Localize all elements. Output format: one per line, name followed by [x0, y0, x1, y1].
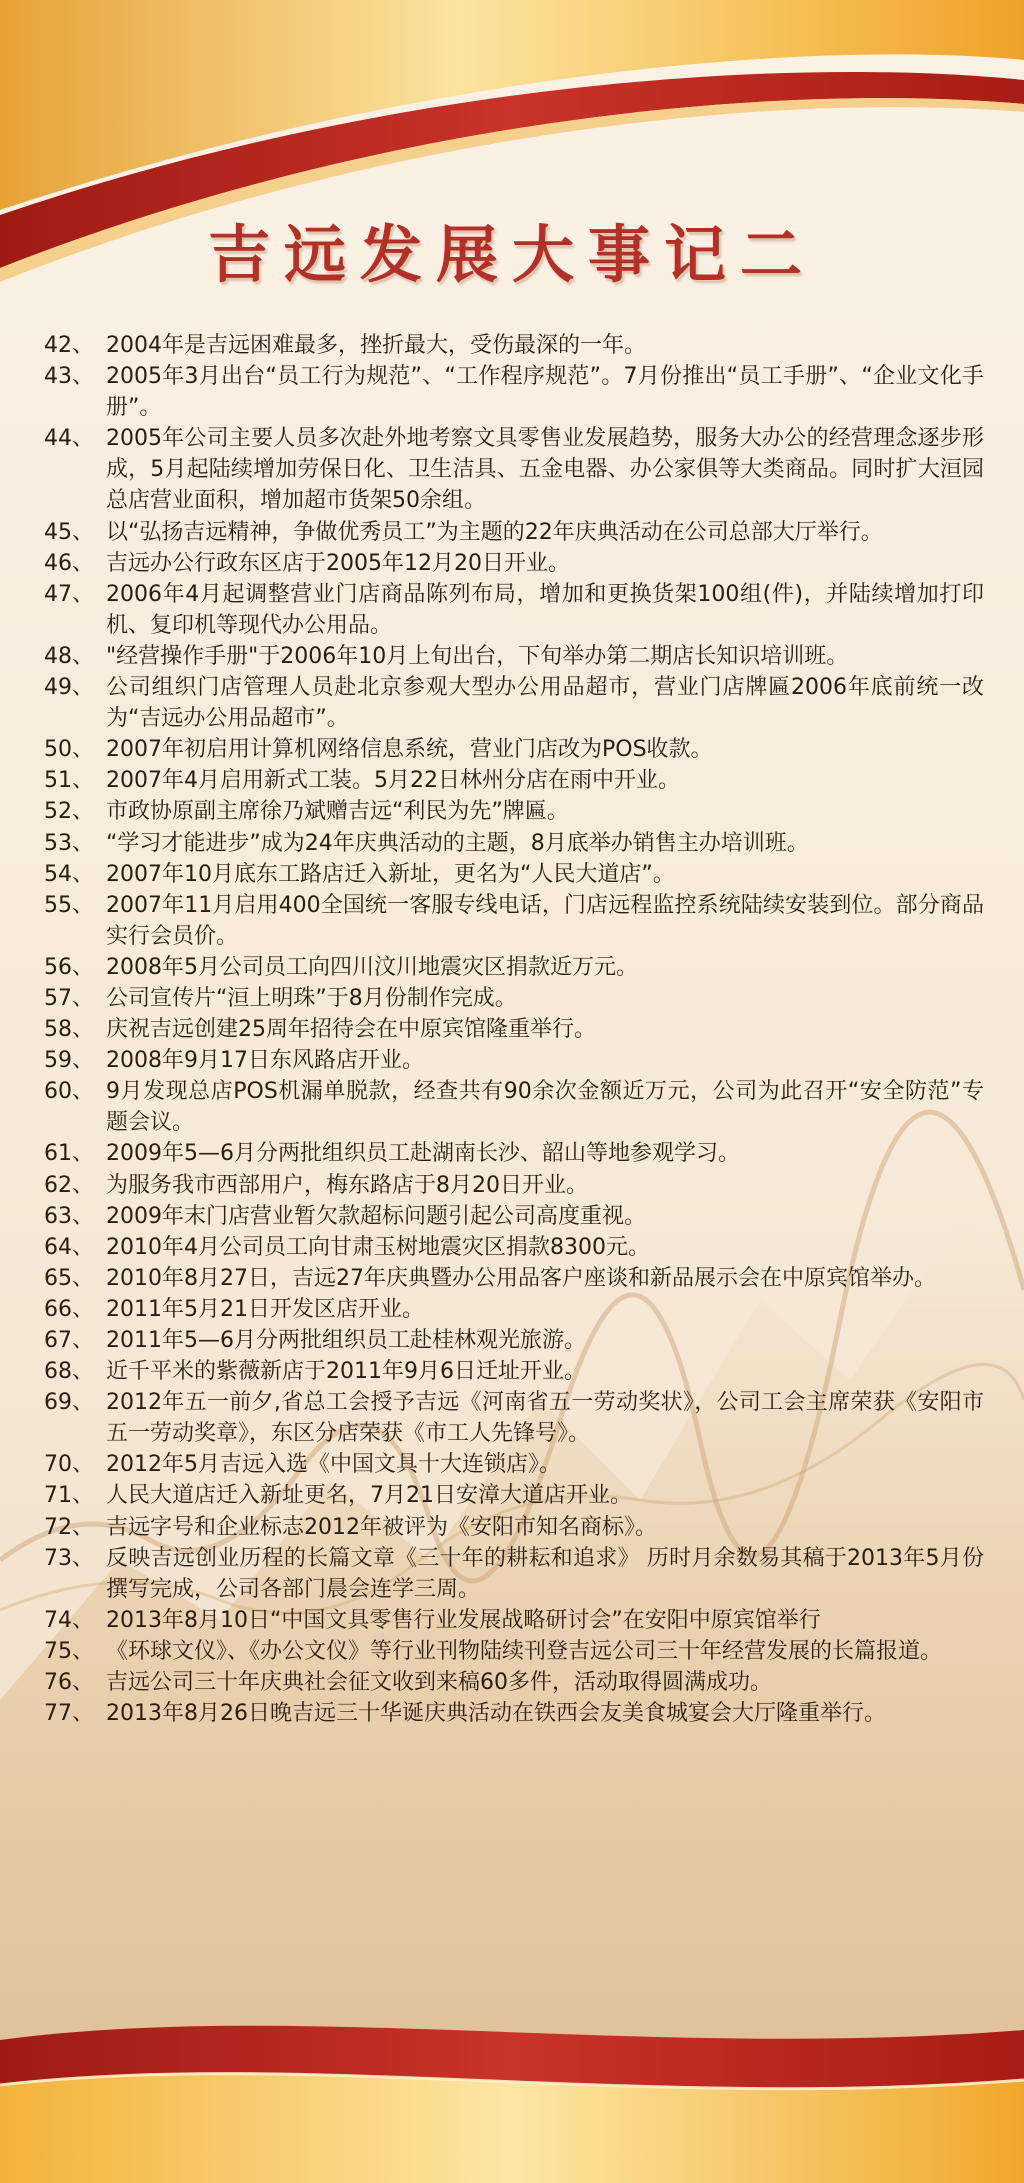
event-item [44, 796, 984, 827]
event-text: “学习才能进步”成为24年庆典活动的主题，8月底举办销售主办培训班。 [106, 830, 809, 856]
event-number: 46、 [44, 550, 94, 576]
event-item [44, 579, 984, 641]
event-text: 庆祝吉远创建25周年招待会在中原宾馆隆重举行。 [106, 1017, 596, 1043]
event-item [44, 672, 984, 734]
event-item [44, 1480, 984, 1511]
event-text: 2010年4月公司员工向甘肃玉树地震灾区捐款8300元。 [106, 1234, 650, 1260]
event-number: 49、 [44, 675, 94, 701]
event-number: 51、 [44, 768, 94, 794]
event-number: 47、 [44, 581, 94, 607]
event-text: 吉远公司三十年庆典社会征文收到来稿60多件，活动取得圆满成功。 [106, 1670, 772, 1696]
event-item [44, 1636, 984, 1667]
event-text: 2007年11月启用400全国统一客服专线电话，门店远程监控系统陆续安装到位。部分商品实行会员价。 [106, 892, 984, 949]
event-number: 76、 [44, 1670, 94, 1696]
event-number: 65、 [44, 1265, 94, 1291]
event-number: 58、 [44, 1017, 94, 1043]
event-text: 2012年5月吉远入选《中国文具十大连锁店》。 [106, 1452, 561, 1478]
event-item [44, 1201, 984, 1232]
event-text: 2013年8月10日“中国文具零售行业发展战略研讨会”在安阳中原宾馆举行 [106, 1607, 821, 1633]
event-text: "经营操作手册"于2006年10月上旬出台，下旬举办第二期店长知识培训班。 [106, 643, 849, 669]
event-number: 73、 [44, 1545, 94, 1571]
event-number: 66、 [44, 1296, 94, 1322]
event-item [44, 828, 984, 859]
event-text: 为服务我市西部用户，梅东路店于8月20日开业。 [106, 1172, 588, 1198]
event-item [44, 1138, 984, 1169]
event-number: 48、 [44, 643, 94, 669]
event-number: 52、 [44, 799, 94, 825]
event-item [44, 1449, 984, 1480]
event-text: 2005年公司主要人员多次赴外地考察文具零售业发展趋势，服务大办公的经营理念逐步形成，5月起陆续增加劳保日化、卫生洁具、五金电器、办公家俱等大类商品。同时扩大洹园总店营业面积，增加超市货架50余组。 [106, 426, 984, 514]
event-item [44, 330, 984, 361]
event-number: 44、 [44, 426, 94, 452]
event-number: 71、 [44, 1483, 94, 1509]
events-list [44, 330, 984, 1729]
event-text: 2005年3月出台“员工行为规范”、“工作程序规范”。7月份推出“员工手册”、“企业文化手册”。 [106, 364, 984, 421]
event-item [44, 952, 984, 983]
event-item [44, 1605, 984, 1636]
event-item [44, 1170, 984, 1201]
event-number: 57、 [44, 985, 94, 1011]
event-item [44, 1014, 984, 1045]
event-number: 67、 [44, 1328, 94, 1353]
event-text: 《环球文仪》、《办公文仪》等行业刊物陆续刊登吉远公司三十年经营发展的长篇报道。 [106, 1638, 943, 1664]
event-number: 55、 [44, 892, 94, 918]
event-text: 2006年4月起调整营业门店商品陈列布局，增加和更换货架100组(件)，并陆续增加打印机、复印机等现代办公用品。 [106, 581, 984, 638]
event-item [44, 641, 984, 672]
event-text: 2011年5月21日开发区店开业。 [106, 1296, 424, 1322]
event-item [44, 1263, 984, 1294]
event-item [44, 548, 984, 579]
event-text: 公司组织门店管理人员赴北京参观大型办公用品超市，营业门店牌匾2006年底前统一改为“吉远办公用品超市”。 [106, 675, 984, 732]
event-number: 56、 [44, 954, 94, 980]
event-number: 59、 [44, 1048, 94, 1074]
event-text: 市政协原副主席徐乃斌赠吉远“利民为先”牌匾。 [106, 799, 569, 825]
event-text: 2010年8月27日，吉远27年庆典暨办公用品客户座谈和新品展示会在中原宾馆举办。 [106, 1265, 936, 1291]
event-number: 72、 [44, 1514, 94, 1540]
event-number: 64、 [44, 1234, 94, 1260]
event-text: 2007年10月底东工路店迁入新址，更名为“人民大道店”。 [106, 861, 675, 887]
event-number: 63、 [44, 1203, 94, 1229]
event-text: 2008年9月17日东风路店开业。 [106, 1048, 424, 1074]
event-number: 77、 [44, 1701, 94, 1727]
event-text: 2007年4月启用新式工装。5月22日林州分店在雨中开业。 [106, 768, 680, 794]
event-number: 74、 [44, 1607, 94, 1633]
event-text: 9月发现总店POS机漏单脱款，经查共有90余次金额近万元，公司为此召开“安全防范”专题会议。 [106, 1079, 984, 1136]
event-item [44, 1543, 984, 1605]
bottom-gold-band [0, 2074, 1024, 2183]
event-item [44, 1356, 984, 1387]
event-item [44, 859, 984, 890]
event-text: 2013年8月26日晚吉远三十华诞庆典活动在铁西会友美食城宴会大厅隆重举行。 [106, 1701, 886, 1727]
event-item [44, 1387, 984, 1449]
page-title: 吉远发展大事记二 [207, 218, 816, 291]
event-number: 70、 [44, 1452, 94, 1478]
event-text: 吉远办公行政东区店于2005年12月20日开业。 [106, 550, 570, 576]
event-number: 45、 [44, 519, 94, 545]
event-item [44, 517, 984, 548]
event-item [44, 1294, 984, 1325]
event-text: 2011年5—6月分两批组织员工赴桂林观光旅游。 [106, 1328, 586, 1353]
event-number: 53、 [44, 830, 94, 856]
event-item [44, 1667, 984, 1698]
event-item [44, 423, 984, 516]
event-text: 2012年五一前夕,省总工会授予吉远《河南省五一劳动奖状》，公司工会主席荣获《安阳市五一劳动奖章》，东区分店荣获《市工人先锋号》。 [106, 1390, 984, 1447]
event-item [44, 734, 984, 765]
event-text: 公司宣传片“洹上明珠”于8月份制作完成。 [106, 985, 517, 1011]
event-number: 68、 [44, 1359, 94, 1385]
event-text: 2004年是吉远困难最多，挫折最大，受伤最深的一年。 [106, 333, 646, 358]
event-number: 69、 [44, 1390, 94, 1416]
event-number: 75、 [44, 1638, 94, 1664]
event-number: 42、 [44, 333, 94, 358]
event-item [44, 1512, 984, 1543]
event-item [44, 1045, 984, 1076]
event-item [44, 361, 984, 423]
event-item [44, 765, 984, 796]
event-item [44, 1325, 984, 1356]
event-item [44, 1076, 984, 1138]
event-item [44, 983, 984, 1014]
event-text: 近千平米的紫薇新店于2011年9月6日迁址开业。 [106, 1359, 586, 1385]
event-number: 60、 [44, 1079, 94, 1105]
event-item [44, 1232, 984, 1263]
event-number: 54、 [44, 861, 94, 887]
event-number: 43、 [44, 364, 94, 390]
event-text: 以“弘扬吉远精神，争做优秀员工”为主题的22年庆典活动在公司总部大厅举行。 [106, 519, 883, 545]
event-item [44, 1698, 984, 1729]
event-number: 61、 [44, 1141, 94, 1167]
event-text: 反映吉远创业历程的长篇文章《三十年的耕耘和追求》 历时月余数易其稿于2013年5月份撰写完成，公司各部门晨会连学三周。 [106, 1545, 984, 1602]
event-number: 50、 [44, 737, 94, 763]
event-text: 吉远字号和企业标志2012年被评为《安阳市知名商标》。 [106, 1514, 657, 1540]
event-number: 62、 [44, 1172, 94, 1198]
event-text: 2009年末门店营业暂欠款超标问题引起公司高度重视。 [106, 1203, 646, 1229]
event-text: 2009年5—6月分两批组织员工赴湖南长沙、韶山等地参观学习。 [106, 1141, 740, 1167]
event-text: 2008年5月公司员工向四川汶川地震灾区捐款近万元。 [106, 954, 638, 980]
event-text: 人民大道店迁入新址更名，7月21日安漳大道店开业。 [106, 1483, 632, 1509]
event-item [44, 890, 984, 952]
event-text: 2007年初启用计算机网络信息系统，营业门店改为POS收款。 [106, 737, 713, 763]
